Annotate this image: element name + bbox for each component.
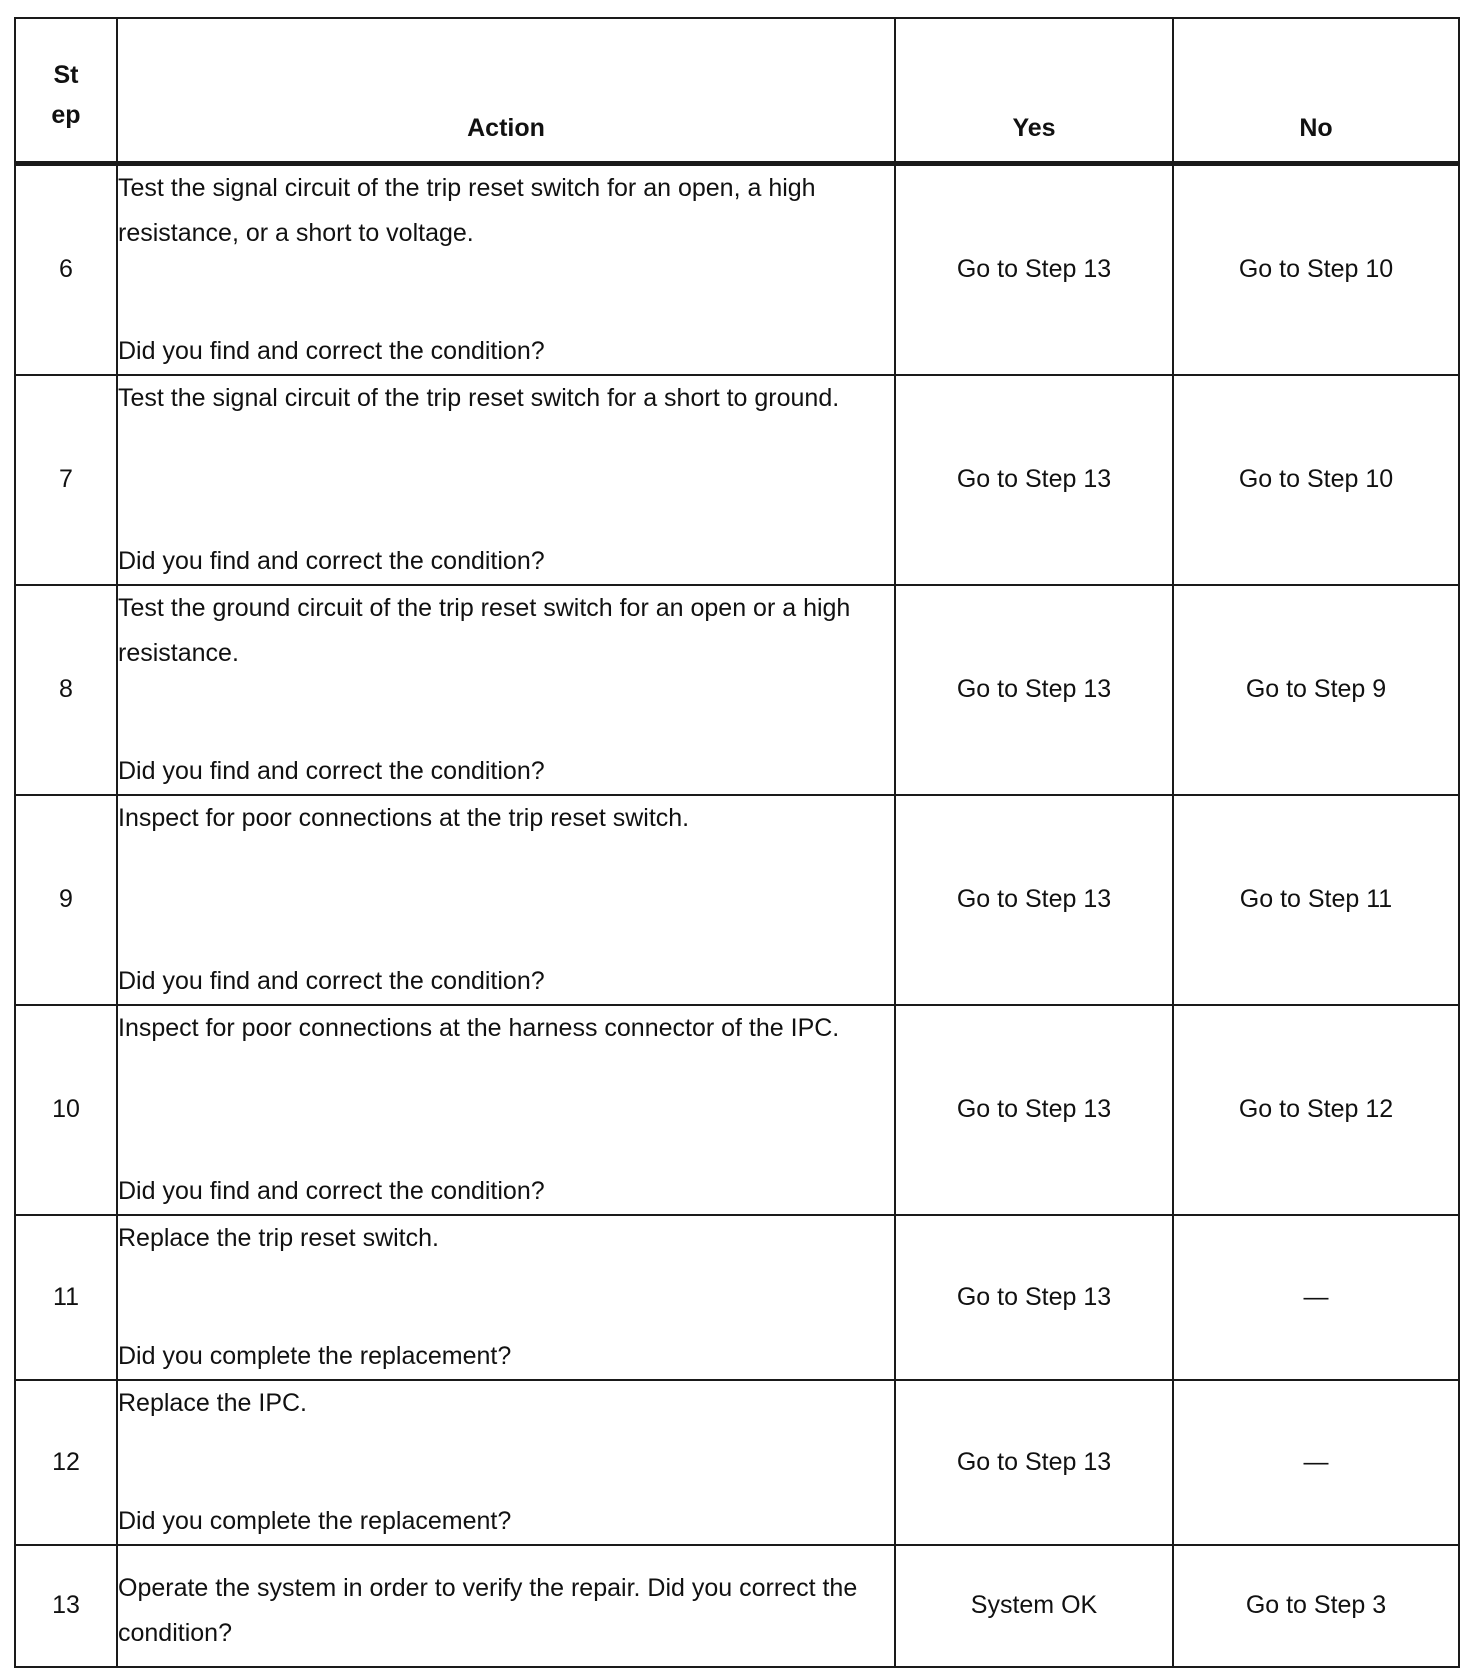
- action-text: Test the signal circuit of the trip reset switch for a short to ground.: [118, 383, 840, 412]
- header-step-line2: ep: [51, 100, 81, 129]
- yes-outcome: Go to Step 13: [895, 1005, 1173, 1215]
- action-question: Did you find and correct the condition?: [118, 756, 545, 785]
- action-cell: [117, 163, 895, 375]
- table-row: [15, 1545, 1459, 1667]
- action-cell: [117, 375, 895, 585]
- no-outcome: Go to Step 11: [1173, 795, 1459, 1005]
- action-text: Test the signal circuit of the trip reset switch for an open, a high resistance, or a short to voltage.: [118, 173, 816, 247]
- step-number: 9: [15, 795, 117, 1005]
- step-number: 11: [15, 1215, 117, 1380]
- action-text: Inspect for poor connections at the harness connector of the IPC.: [118, 1013, 840, 1042]
- table-row: [15, 1380, 1459, 1545]
- table-row: [15, 1005, 1459, 1215]
- step-number: 7: [15, 375, 117, 585]
- yes-outcome: System OK: [895, 1545, 1173, 1667]
- action-cell: [117, 1215, 895, 1380]
- action-text: Test the ground circuit of the trip reset switch for an open or a high resistance.: [118, 593, 851, 667]
- step-number: 12: [15, 1380, 117, 1545]
- action-question: Did you complete the replacement?: [118, 1506, 512, 1535]
- step-number: 10: [15, 1005, 117, 1215]
- yes-outcome: Go to Step 13: [895, 163, 1173, 375]
- action-question: Did you find and correct the condition?: [118, 546, 545, 575]
- step-number: 6: [15, 163, 117, 375]
- no-outcome: Go to Step 10: [1173, 375, 1459, 585]
- step-number: 13: [15, 1545, 117, 1667]
- table-row: [15, 795, 1459, 1005]
- table-row: [15, 375, 1459, 585]
- action-cell: [117, 795, 895, 1005]
- diagnostic-table-document: [14, 17, 1458, 1661]
- diagnostic-steps-table: [14, 17, 1460, 1668]
- yes-outcome: Go to Step 13: [895, 795, 1173, 1005]
- action-cell: [117, 1380, 895, 1545]
- no-outcome: —: [1173, 1215, 1459, 1380]
- action-cell: [117, 585, 895, 795]
- no-outcome: Go to Step 12: [1173, 1005, 1459, 1215]
- action-text: Inspect for poor connections at the trip reset switch.: [118, 803, 690, 832]
- no-outcome: —: [1173, 1380, 1459, 1545]
- table-row: [15, 163, 1459, 375]
- action-question: Did you find and correct the condition?: [118, 966, 545, 995]
- no-outcome: Go to Step 10: [1173, 163, 1459, 375]
- action-text: Replace the trip reset switch.: [118, 1223, 439, 1252]
- no-outcome: Go to Step 3: [1173, 1545, 1459, 1667]
- action-text: Replace the IPC.: [118, 1388, 307, 1417]
- table-row: [15, 1215, 1459, 1380]
- table-header-row: [15, 18, 1459, 163]
- header-action: Action: [117, 18, 895, 163]
- action-question: Did you find and correct the condition?: [118, 1176, 545, 1205]
- action-question: Did you complete the replacement?: [118, 1341, 512, 1370]
- header-no: No: [1173, 18, 1459, 163]
- yes-outcome: Go to Step 13: [895, 585, 1173, 795]
- action-question: Did you find and correct the condition?: [118, 336, 545, 365]
- yes-outcome: Go to Step 13: [895, 375, 1173, 585]
- yes-outcome: Go to Step 13: [895, 1380, 1173, 1545]
- action-cell: [117, 1005, 895, 1215]
- action-cell: [117, 1545, 895, 1667]
- no-outcome: Go to Step 9: [1173, 585, 1459, 795]
- action-text: Operate the system in order to verify the repair. Did you correct the condition?: [118, 1573, 858, 1647]
- header-step: [15, 18, 117, 163]
- table-row: [15, 585, 1459, 795]
- step-number: 8: [15, 585, 117, 795]
- yes-outcome: Go to Step 13: [895, 1215, 1173, 1380]
- header-step-line1: St: [53, 60, 79, 89]
- header-yes: Yes: [895, 18, 1173, 163]
